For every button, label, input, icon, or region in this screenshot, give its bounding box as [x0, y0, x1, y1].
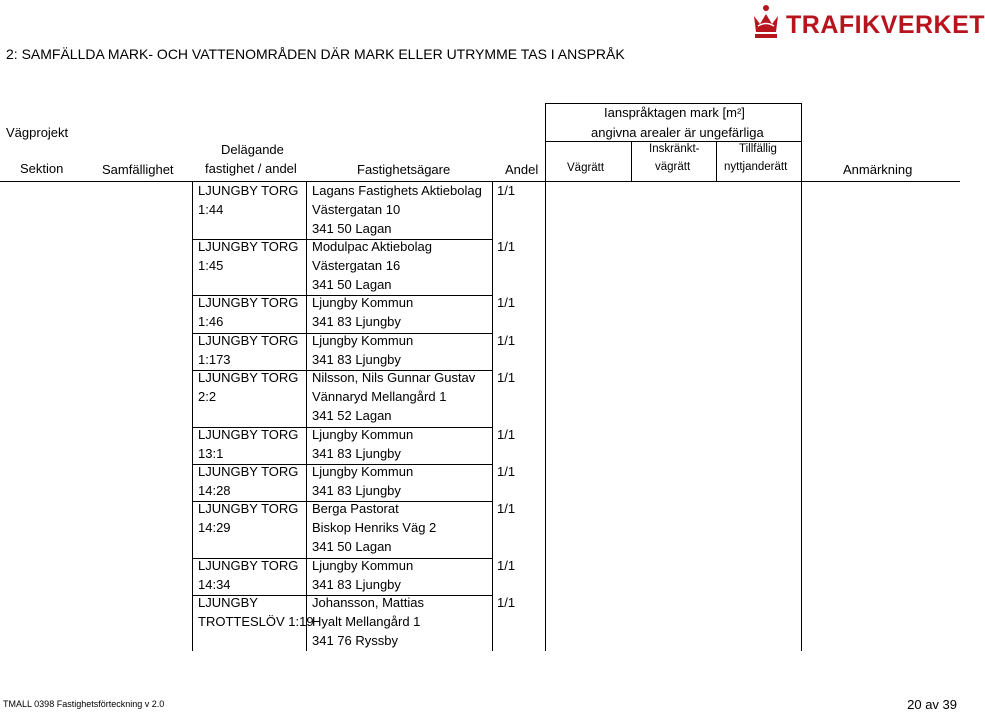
- agare-line: Västergatan 10: [312, 201, 401, 217]
- andel-cell: 1/1: [497, 183, 516, 198]
- andel-cell: 1/1: [497, 427, 516, 442]
- header-angivna: angivna arealer är ungefärliga: [591, 125, 764, 140]
- header-vagratt2: vägrätt: [655, 161, 691, 173]
- header-sub-rule: [545, 141, 802, 142]
- fastighet-line: 1:46: [198, 313, 224, 329]
- fastighet-line: LJUNGBY TORG: [198, 501, 299, 516]
- footer-template: TMALL 0398 Fastighetsförteckning v 2.0: [3, 699, 165, 709]
- andel-cell: 1/1: [497, 295, 516, 310]
- fastighet-line: 1:45: [198, 257, 224, 273]
- fastighet-line: 14:34: [198, 576, 231, 592]
- logo-text: TRAFIKVERKET: [786, 11, 985, 39]
- agare-line: Hyalt Mellangård 1: [312, 613, 421, 629]
- header-ianspraktagen: Ianspråktagen mark [m²]: [604, 105, 745, 120]
- agare-line: Modulpac Aktiebolag: [312, 239, 432, 254]
- col-rule-vagratt-left: [545, 103, 546, 651]
- agare-line: Biskop Henriks Väg 2: [312, 519, 437, 535]
- agare-line: 341 83 Ljungby: [312, 351, 401, 367]
- andel-cell: 1/1: [497, 558, 516, 573]
- fastighet-line: 2:2: [198, 388, 217, 404]
- header-vagratt: Vägrätt: [567, 162, 605, 174]
- crown-emblem-icon: [750, 4, 782, 42]
- agare-line: 341 50 Lagan: [312, 220, 392, 236]
- table-row: [198, 332, 298, 370]
- agare-line: 341 50 Lagan: [312, 276, 392, 292]
- table-row: [198, 557, 298, 595]
- table-row: [198, 426, 298, 464]
- header-fastighetsagare: Fastighetsägare: [357, 162, 451, 177]
- andel-cell: 1/1: [497, 333, 516, 348]
- agare-line: Ljungby Kommun: [312, 295, 414, 310]
- fastighet-line: 14:29: [198, 519, 231, 535]
- table-row: [198, 463, 298, 501]
- fastighet-line: LJUNGBY TORG: [198, 427, 299, 442]
- header-delagande: Delägande: [221, 142, 284, 157]
- table-row: [198, 500, 298, 538]
- agare-cell: [312, 182, 482, 238]
- agare-line: Berga Pastorat: [312, 501, 399, 516]
- fastighet-line: LJUNGBY TORG: [198, 239, 299, 254]
- header-anmarkning: Anmärkning: [843, 162, 913, 177]
- agare-line: Ljungby Kommun: [312, 464, 414, 479]
- fastighet-line: 1:173: [198, 351, 231, 367]
- fastighet-line: LJUNGBY TORG: [198, 558, 299, 573]
- table-row: [198, 369, 298, 407]
- agare-line: 341 83 Ljungby: [312, 482, 401, 498]
- header-inskrankt: Inskränkt-: [649, 143, 700, 155]
- col-rule-agare-left: [306, 181, 307, 651]
- fastighet-line: 1:44: [198, 201, 224, 217]
- fastighet-line: LJUNGBY TORG: [198, 295, 299, 310]
- col-rule-inskrankt: [631, 141, 632, 181]
- agare-cell: [312, 557, 413, 595]
- fastighet-line: LJUNGBY TORG: [198, 183, 299, 198]
- andel-cell: 1/1: [497, 239, 516, 254]
- table-row: [198, 594, 314, 632]
- fastighet-line: 14:28: [198, 482, 231, 498]
- table-row: [198, 294, 298, 332]
- fastighet-line: LJUNGBY TORG: [198, 464, 299, 479]
- agare-line: 341 83 Ljungby: [312, 576, 401, 592]
- agare-line: 341 50 Lagan: [312, 538, 392, 554]
- agare-cell: [312, 294, 413, 332]
- andel-cell: 1/1: [497, 501, 516, 516]
- trafikverket-logo: [750, 4, 985, 44]
- agare-line: 341 76 Ryssby: [312, 632, 398, 648]
- agare-line: Ljungby Kommun: [312, 558, 414, 573]
- header-nyttjanderatt: nyttjanderätt: [724, 161, 788, 173]
- agare-line: Johansson, Mattias: [312, 595, 425, 610]
- table-row: [198, 238, 298, 276]
- agare-line: Ljungby Kommun: [312, 333, 414, 348]
- header-tillfallig: Tillfällig: [739, 143, 777, 155]
- agare-cell: [312, 369, 475, 425]
- agare-cell: [312, 332, 413, 370]
- header-top-rule: [545, 103, 802, 104]
- agare-line: Lagans Fastighets Aktiebolag: [312, 183, 482, 198]
- header-vagprojekt: Vägprojekt: [6, 125, 69, 140]
- col-rule-tillfallig: [716, 141, 717, 181]
- agare-line: Ljungby Kommun: [312, 427, 414, 442]
- andel-cell: 1/1: [497, 464, 516, 479]
- fastighet-line: TROTTESLÖV 1:19: [198, 613, 314, 629]
- fastighet-line: LJUNGBY TORG: [198, 333, 299, 348]
- page-title: 2: SAMFÄLLDA MARK- OCH VATTENOMRÅDEN DÄR MARK ELLER UTRYMME TAS I ANSPRÅK: [6, 46, 625, 62]
- header-sektion: Sektion: [20, 161, 64, 176]
- header-fastighet-andel: fastighet / andel: [205, 161, 297, 176]
- andel-cell: 1/1: [497, 595, 516, 610]
- col-rule-fastighet-left: [192, 181, 193, 651]
- table-row: [198, 182, 298, 220]
- fastighet-line: 13:1: [198, 445, 224, 461]
- header-andel: Andel: [505, 162, 539, 177]
- agare-cell: [312, 238, 432, 294]
- agare-cell: [312, 463, 413, 501]
- agare-line: 341 83 Ljungby: [312, 445, 401, 461]
- agare-line: Vännaryd Mellangård 1: [312, 388, 447, 404]
- agare-line: Nilsson, Nils Gunnar Gustav: [312, 370, 476, 385]
- col-rule-right: [801, 103, 802, 651]
- col-rule-andel-left: [492, 181, 493, 651]
- agare-cell: [312, 500, 436, 556]
- agare-cell: [312, 426, 413, 464]
- fastighet-line: LJUNGBY TORG: [198, 370, 299, 385]
- fastighet-line: LJUNGBY: [198, 595, 258, 610]
- andel-cell: 1/1: [497, 370, 516, 385]
- agare-line: Västergatan 16: [312, 257, 401, 273]
- agare-line: 341 83 Ljungby: [312, 313, 401, 329]
- agare-cell: [312, 594, 424, 650]
- header-samfallighet: Samfällighet: [102, 162, 174, 177]
- footer-page-number: 20 av 39: [907, 697, 957, 712]
- agare-line: 341 52 Lagan: [312, 407, 392, 423]
